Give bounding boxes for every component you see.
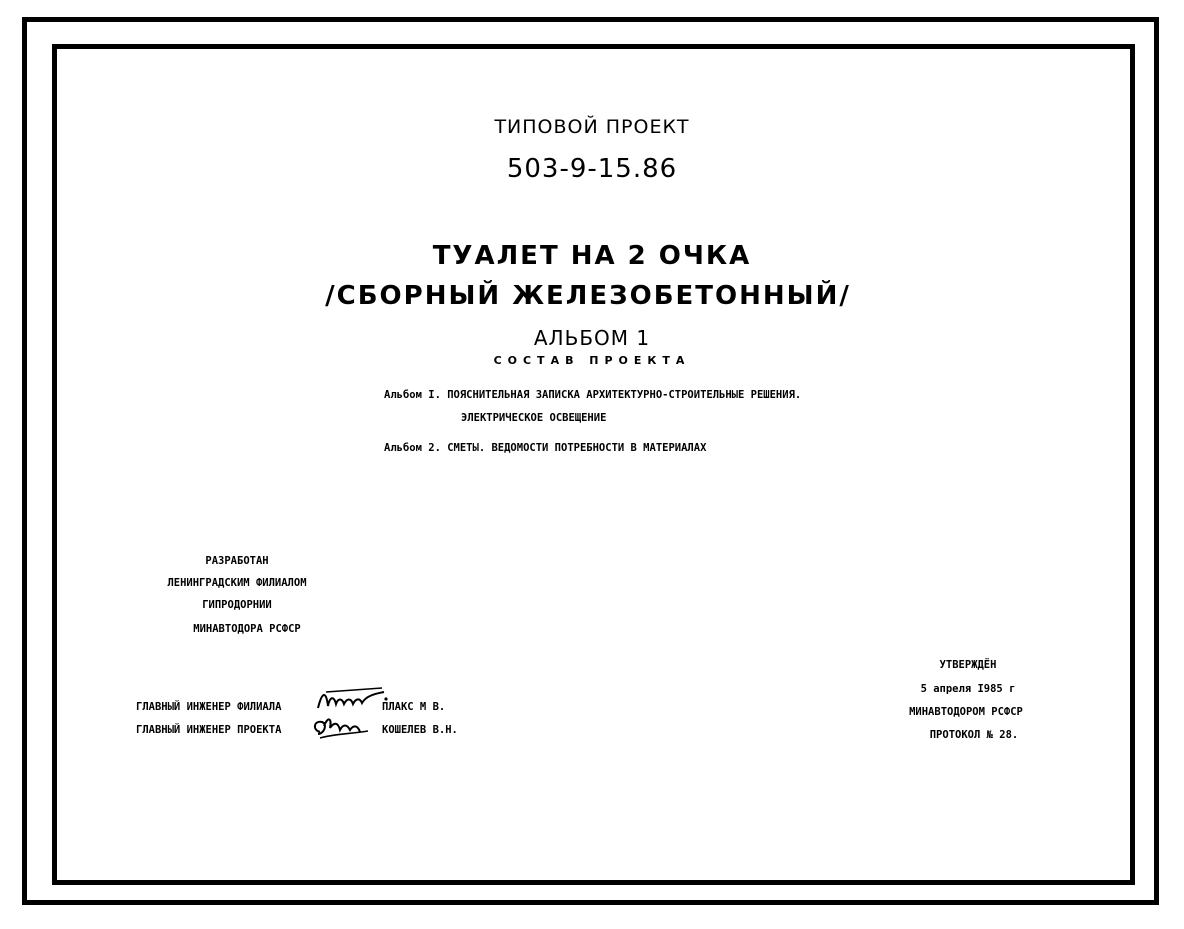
developer-line1: РАЗРАБОТАН [205, 555, 269, 567]
composition-heading: СОСТАВ ПРОЕКТА [493, 354, 691, 367]
engineer-role-branch: ГЛАВНЫЙ ИНЖЕНЕР ФИЛИАЛА [136, 701, 282, 713]
approval-date: 5 апреля I985 г [920, 683, 1016, 695]
engineer-name-branch: ПЛАКС М В. [382, 701, 446, 713]
signature-project-engineer [310, 714, 372, 742]
engineer-role-project: ГЛАВНЫЙ ИНЖЕНЕР ПРОЕКТА [136, 724, 282, 736]
approval-line1: УТВЕРЖДЁН [939, 659, 997, 671]
signature-branch-engineer [314, 686, 390, 714]
approval-protocol: ПРОТОКОЛ № 28. [929, 729, 1019, 741]
project-label: ТИПОВОЙ ПРОЕКТ [494, 116, 690, 138]
contents-album2: Альбом 2. СМЕТЫ. ВЕДОМОСТИ ПОТРЕБНОСТИ В МАТЕРИАЛАХ [384, 442, 707, 454]
developer-line2: ЛЕНИНГРАДСКИМ ФИЛИАЛОМ [167, 577, 307, 589]
engineer-name-project: КОШЕЛЕВ В.Н. [382, 724, 458, 736]
project-number: 503-9-15.86 [506, 154, 678, 184]
contents-album1-line2: ЭЛЕКТРИЧЕСКОЕ ОСВЕЩЕНИЕ [461, 412, 607, 424]
developer-line3: ГИПРОДОРНИИ [202, 599, 272, 611]
document-title-line2: /СБОРНЫЙ ЖЕЛЕЗОБЕТОННЫЙ/ [325, 281, 851, 311]
document-title-line1: ТУАЛЕТ НА 2 ОЧКА [432, 241, 752, 271]
contents-album1-line1: Альбом I. ПОЯСНИТЕЛЬНАЯ ЗАПИСКА АРХИТЕКТУРНО-СТРОИТЕЛЬНЫЕ РЕШЕНИЯ. [384, 389, 802, 401]
developer-line4: МИНАВТОДОРА РСФСР [193, 623, 301, 635]
approval-authority: МИНАВТОДОРОМ РСФСР [909, 706, 1023, 718]
album-label: АЛЬБОМ 1 [533, 326, 651, 350]
